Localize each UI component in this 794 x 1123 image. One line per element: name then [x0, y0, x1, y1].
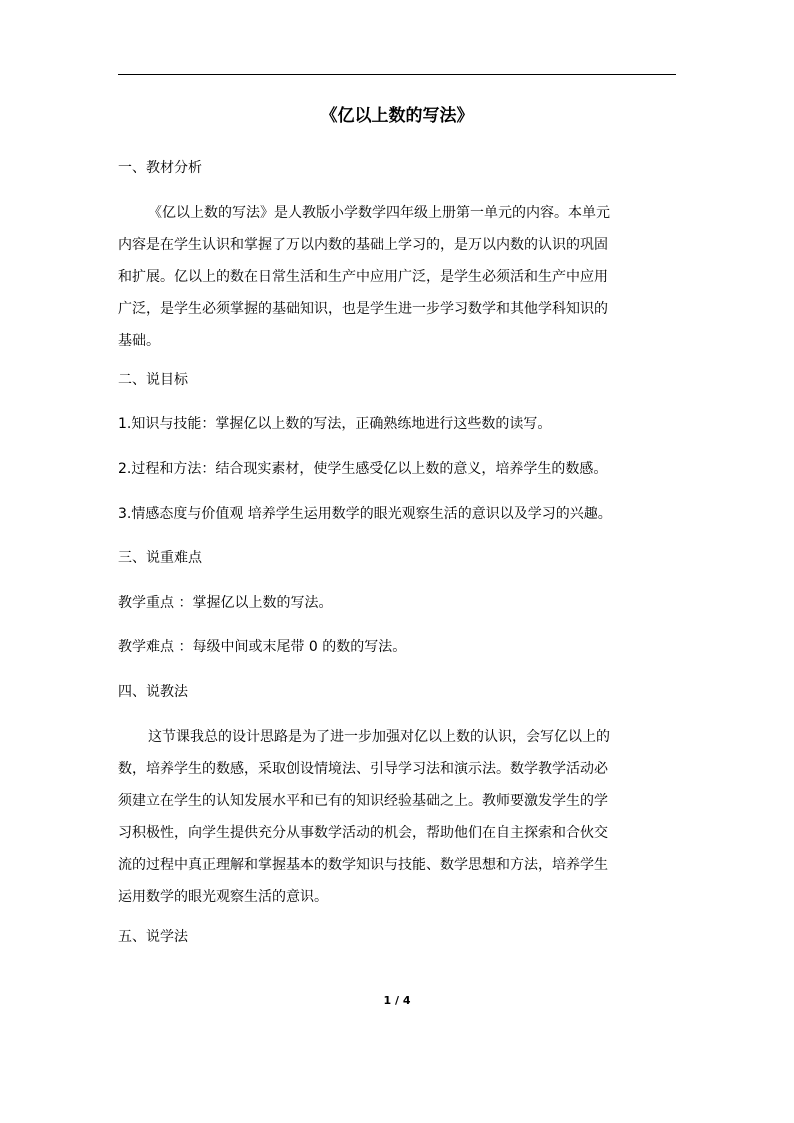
- objective-item: 1.知识与技能：掌握亿以上数的写法，正确熟练地进行这些数的读写。: [118, 416, 552, 432]
- teaching-method-paragraph: [118, 721, 678, 913]
- document-title: 《亿以上数的写法》: [320, 106, 474, 126]
- paragraph-line: 这节课我总的设计思路是为了进一步加强对亿以上数的认识，会写亿以上的: [148, 729, 610, 745]
- analysis-paragraph: [118, 197, 678, 357]
- section-heading-analysis: 一、教材分析: [118, 160, 202, 176]
- paragraph-line: 须建立在学生的认知发展水平和已有的知识经验基础之上。教师要激发学生的学: [118, 793, 608, 809]
- objective-item: 3.情感态度与价值观 培养学生运用数学的眼光观察生活的意识以及学习的兴趣。: [118, 506, 612, 522]
- page-number: 1 / 4: [383, 994, 411, 1007]
- paragraph-line: 《亿以上数的写法》是人教版小学数学四年级上册第一单元的内容。本单元: [148, 205, 610, 221]
- section-heading-teaching-method: 四、说教法: [118, 684, 188, 700]
- header-rule: [118, 74, 676, 75]
- objective-item: 2.过程和方法：结合现实素材，使学生感受亿以上数的意义，培养学生的数感。: [118, 461, 608, 477]
- paragraph-line: 和扩展。亿以上的数在日常生活和生产中应用广泛，是学生必须活和生产中应用: [118, 269, 608, 285]
- paragraph-line: 数，培养学生的数感，采取创设情境法、引导学习法和演示法。数学教学活动必: [118, 761, 608, 777]
- section-heading-learning-method: 五、说学法: [118, 929, 188, 945]
- paragraph-line: 习积极性，向学生提供充分从事数学活动的机会，帮助他们在自主探索和合伙交: [118, 825, 608, 841]
- paragraph-line: 广泛，是学生必须掌握的基础知识，也是学生进一步学习数学和其他学科知识的: [118, 301, 608, 317]
- section-heading-key-points: 三、说重难点: [118, 550, 202, 566]
- section-heading-objectives: 二、说目标: [118, 372, 188, 388]
- key-point-item: 教学重点 ：掌握亿以上数的写法。: [118, 595, 333, 611]
- paragraph-line: 内容是在学生认识和掌握了万以内数的基础上学习的，是万以内数的认识的巩固: [118, 237, 608, 253]
- difficult-point-item: 教学难点 ：每级中间或末尾带 0 的数的写法。: [118, 639, 407, 655]
- paragraph-line: 流的过程中真正理解和掌握基本的数学知识与技能、数学思想和方法，培养学生: [118, 857, 608, 873]
- paragraph-line: 基础。: [118, 333, 160, 349]
- paragraph-line: 运用数学的眼光观察生活的意识。: [118, 889, 328, 905]
